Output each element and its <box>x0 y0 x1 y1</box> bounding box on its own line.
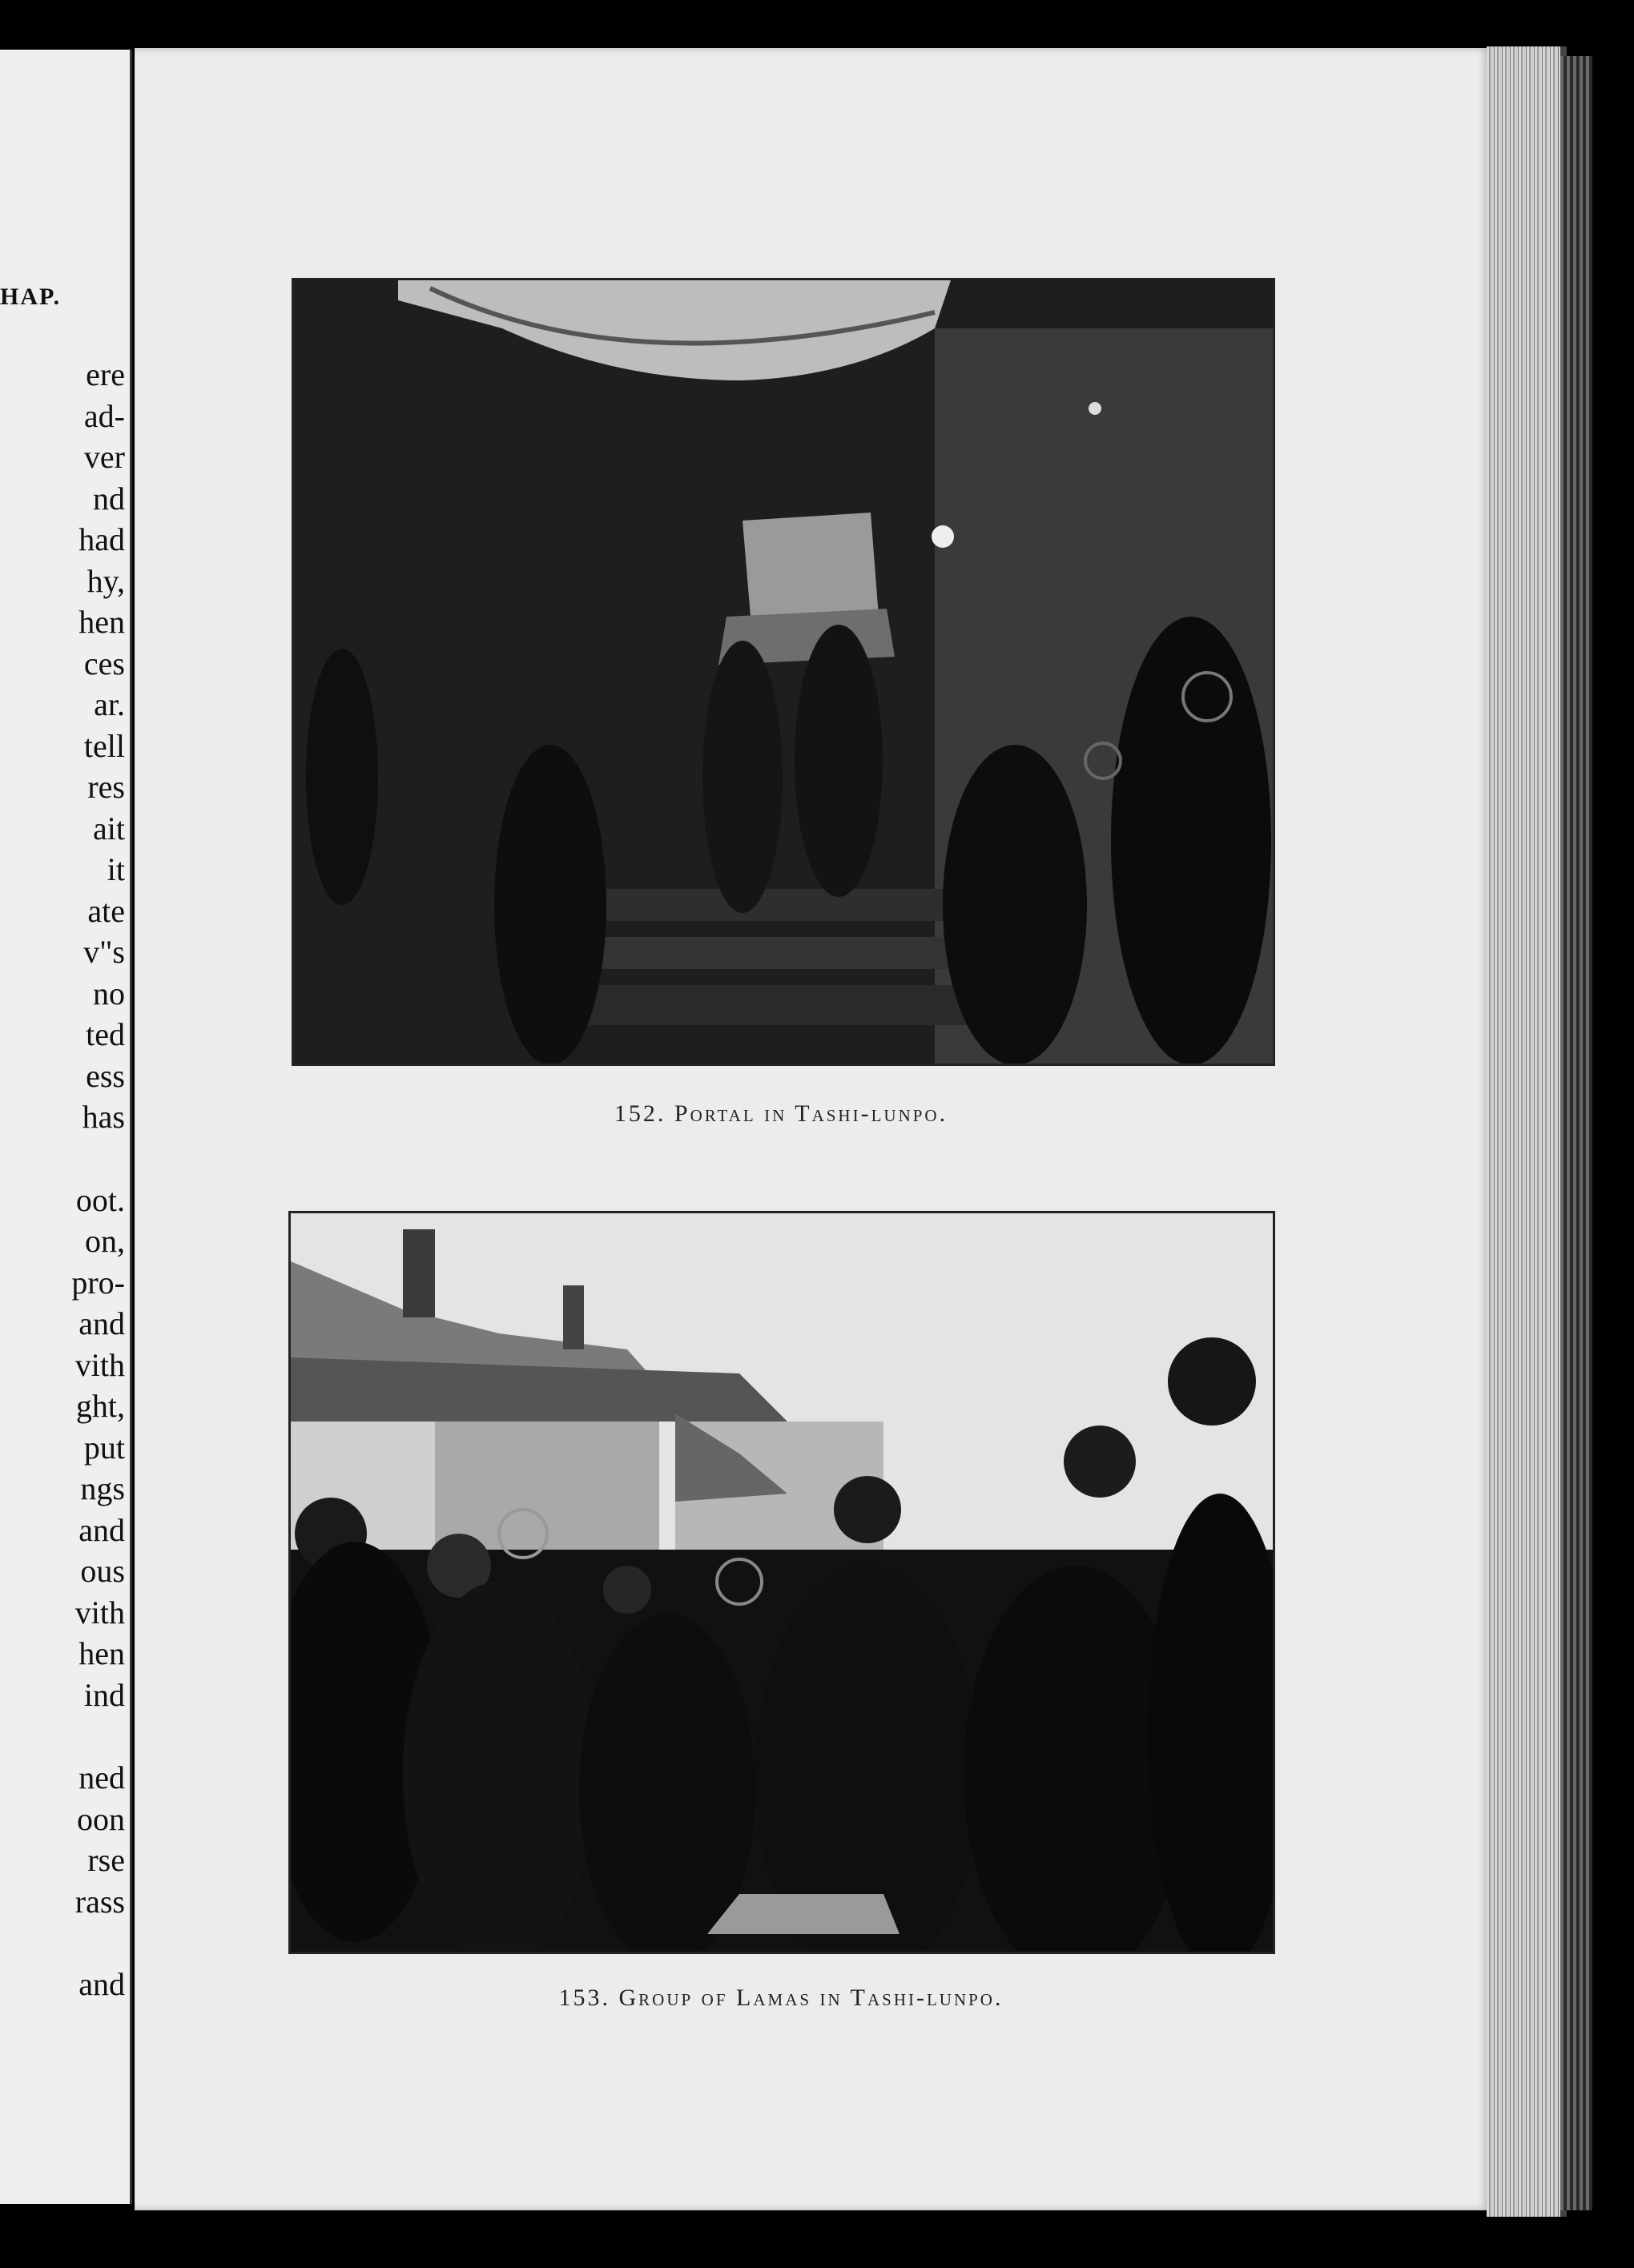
left-line: hy, <box>87 562 125 599</box>
left-line: it <box>107 851 125 887</box>
photo-portal <box>292 278 1275 1066</box>
left-line: ned <box>78 1759 125 1796</box>
paragraph-gap <box>71 1138 125 1180</box>
figure-caption: 152. Portal in Tashi-lunpo. <box>614 1100 948 1127</box>
left-line: tell <box>83 727 125 764</box>
left-line: ait <box>93 810 125 846</box>
left-line: ar. <box>94 686 125 722</box>
left-line: v"s <box>83 934 125 970</box>
left-line: ted <box>86 1016 125 1052</box>
left-line: ver <box>83 439 125 475</box>
left-line: and <box>78 1511 125 1548</box>
left-line: oon <box>77 1800 125 1837</box>
left-line: ate <box>87 892 125 929</box>
left-line: rass <box>74 1883 125 1920</box>
left-line: nd <box>93 480 125 517</box>
left-line: hen <box>78 604 125 640</box>
portal-illustration <box>294 280 1273 1064</box>
left-line: had <box>78 521 125 557</box>
figure-caption: 153. Group of Lamas in Tashi-lunpo. <box>558 1984 1004 2011</box>
left-line: ous <box>80 1553 125 1589</box>
left-line: oot. <box>75 1181 125 1218</box>
left-running-header: HAP. <box>0 284 62 310</box>
left-page <box>0 50 132 2204</box>
left-line: ngs <box>80 1470 125 1506</box>
left-line: and <box>78 1305 125 1341</box>
left-line: pro- <box>71 1264 125 1301</box>
left-line: ess <box>86 1057 125 1094</box>
left-line: res <box>87 769 125 805</box>
book-cover-edge <box>1560 56 1592 2210</box>
left-line: and <box>78 1966 125 2002</box>
left-line: ces <box>83 645 125 682</box>
left-text-column <box>71 354 125 2005</box>
left-line: ght, <box>75 1388 125 1424</box>
left-line: has <box>82 1099 125 1135</box>
left-line: vith <box>74 1346 125 1383</box>
paragraph-gap <box>71 1922 125 1964</box>
left-line: hen <box>78 1635 125 1671</box>
left-line: vith <box>74 1594 125 1631</box>
left-line: no <box>93 975 125 1011</box>
paragraph-gap <box>71 1715 125 1757</box>
photo-group-of-lamas <box>288 1211 1275 1954</box>
left-line: ind <box>83 1676 125 1713</box>
page-edge <box>1487 46 1567 2217</box>
left-line: ere <box>86 356 125 392</box>
left-line: on, <box>85 1223 125 1259</box>
left-line: ad- <box>83 397 125 434</box>
left-line: put <box>83 1429 125 1466</box>
left-line: rse <box>87 1842 125 1878</box>
lamas-illustration <box>291 1213 1273 1952</box>
